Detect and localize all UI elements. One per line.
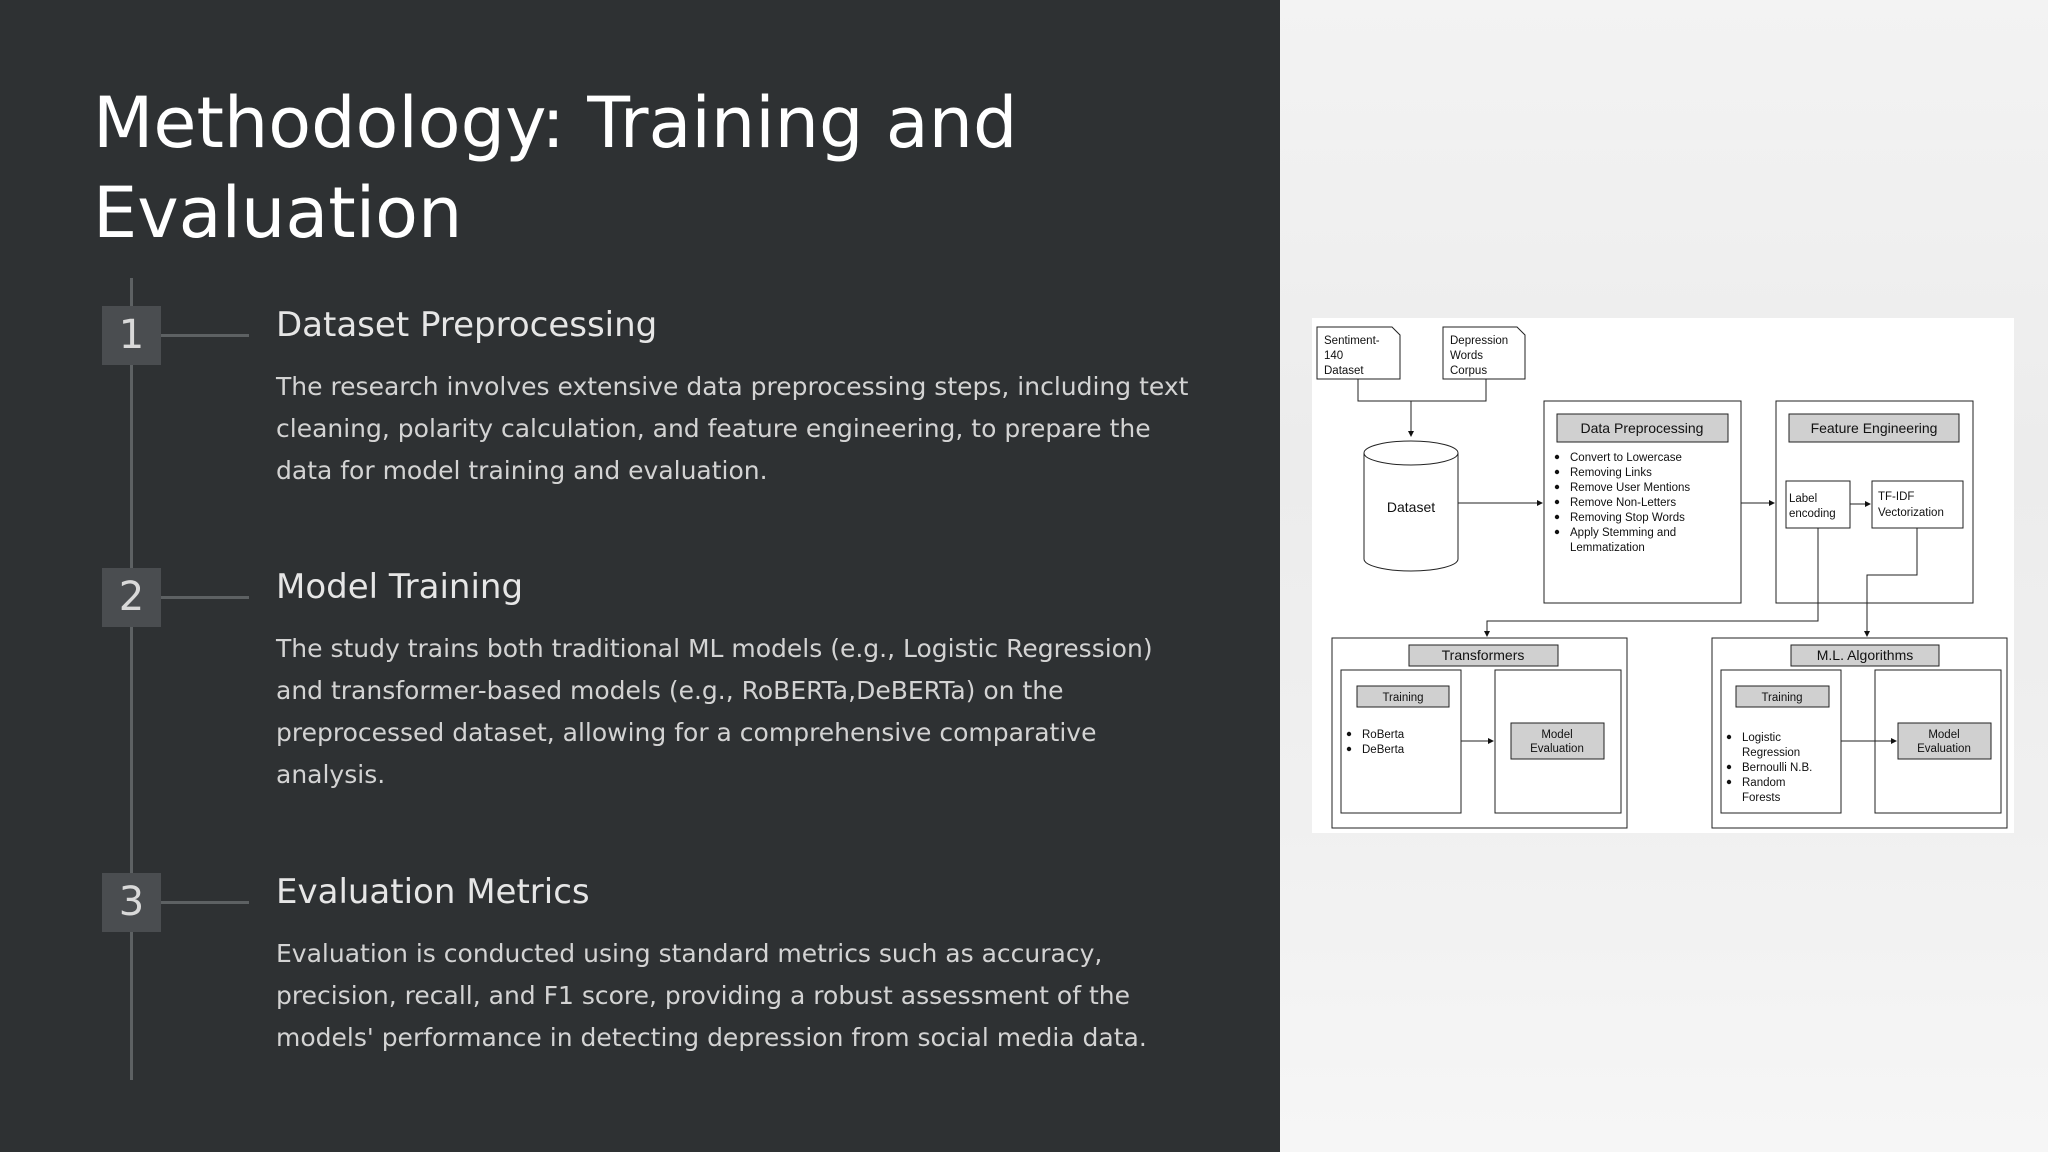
ml-algorithm: Bernoulli N.B. (1742, 762, 1813, 774)
source2-line3: Corpus (1450, 365, 1488, 377)
dataset-label: Dataset (1386, 499, 1436, 515)
step-title: Model Training (276, 567, 524, 607)
step-number-badge: 3 (102, 873, 161, 932)
step-title: Dataset Preprocessing (276, 305, 658, 345)
tfidf-box (1872, 481, 1963, 528)
ml-training-label: Training (1761, 692, 1803, 704)
timeline-line (130, 278, 133, 1080)
preprocessing-item: Removing Stop Words (1570, 512, 1685, 524)
step-number-badge: 2 (102, 568, 161, 627)
tfidf-line2: Vectorization (1878, 507, 1944, 519)
transformers-model: RoBerta (1362, 729, 1405, 741)
preprocessing-title: Data Preprocessing (1580, 420, 1704, 436)
step-description: The research involves extensive data preprocessing steps, including text cleaning, polarity calculation, and feature engineering, to prepare the data for model training and evaluation. (276, 372, 1189, 485)
transformers-title: Transformers (1441, 647, 1525, 663)
step-title: Evaluation Metrics (276, 872, 590, 912)
label-encoding-line1: Label (1789, 493, 1818, 505)
step-description: The study trains both traditional ML models (e.g., Logistic Regression) and transformer-based models (e.g., RoBERTa,DeBERTa) on the preprocessed dataset, allowing for a comprehensive comparative analysis. (276, 634, 1153, 789)
step-description: Evaluation is conducted using standard metrics such as accuracy, precision, recall, and F1 score, providing a robust assessment of the models' performance in detecting depression from social media data. (276, 939, 1147, 1052)
preprocessing-item: Apply Stemming and (1570, 527, 1677, 539)
ml-algorithm: Regression (1742, 747, 1801, 759)
ml-algorithm: Forests (1742, 792, 1781, 804)
label-encoding-line2: encoding (1789, 508, 1836, 520)
preprocessing-item: Convert to Lowercase (1570, 452, 1682, 464)
ml-evaluation-line1: Model (1928, 729, 1960, 741)
ml-evaluation-line2: Evaluation (1917, 743, 1971, 755)
source2-line1: Depression (1450, 335, 1509, 347)
step-number-badge: 1 (102, 306, 161, 365)
source2-line2: Words (1450, 350, 1484, 362)
transformers-training-label: Training (1382, 692, 1424, 704)
preprocessing-item: Remove User Mentions (1570, 482, 1691, 494)
slide-title: Methodology: Training and Evaluation (93, 82, 1018, 254)
preprocessing-item: Lemmatization (1570, 542, 1645, 554)
step-connector (161, 901, 249, 904)
preprocessing-item: Remove Non-Letters (1570, 497, 1677, 509)
methodology-diagram (1312, 318, 2014, 833)
transformers-model: DeBerta (1362, 744, 1405, 756)
step-connector (161, 334, 249, 337)
preprocessing-item: Removing Links (1570, 467, 1652, 479)
source1-line3: Dataset (1324, 365, 1364, 377)
feature-engineering-title: Feature Engineering (1810, 420, 1938, 436)
transformers-evaluation-line1: Model (1541, 729, 1573, 741)
ml-algorithms-title: M.L. Algorithms (1816, 647, 1914, 663)
source1-line1: Sentiment- (1324, 335, 1380, 347)
ml-algorithm: Random (1742, 777, 1786, 789)
ml-algorithm: Logistic (1742, 732, 1781, 744)
transformers-evaluation-line2: Evaluation (1530, 743, 1584, 755)
step-connector (161, 596, 249, 599)
tfidf-line1: TF-IDF (1878, 491, 1915, 503)
source1-line2: 140 (1324, 350, 1344, 362)
